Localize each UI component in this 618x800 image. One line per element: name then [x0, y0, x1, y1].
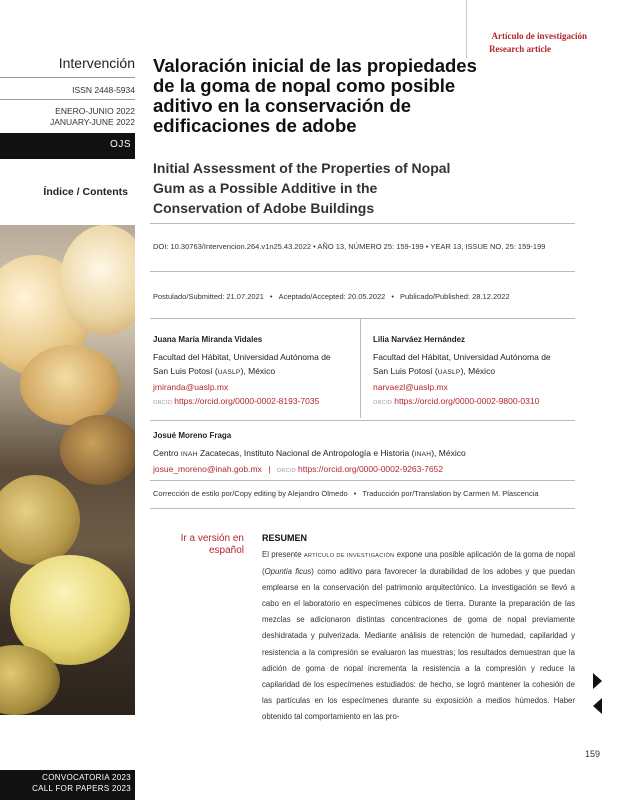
ojs-button[interactable]	[0, 133, 135, 159]
issn: ISSN 2448-5934	[72, 85, 135, 95]
divider	[0, 77, 135, 78]
journal-name: Intervención	[58, 55, 135, 71]
author-email-link[interactable]: jmiranda@uaslp.mx	[153, 382, 229, 392]
header-divider	[466, 0, 467, 58]
date-published: Publicado/Published: 28.12.2022	[399, 292, 510, 301]
separator: •	[391, 292, 394, 301]
orcid-icon: ORCID	[276, 468, 297, 474]
period-en: JANUARY-JUNE 2022	[49, 117, 135, 127]
date-accepted: Aceptado/Accepted: 20.05.2022	[278, 292, 386, 301]
divider	[150, 508, 575, 509]
divider	[150, 223, 575, 224]
call-for-papers-es: CONVOCATORIA 2023	[42, 773, 131, 782]
divider	[150, 271, 575, 272]
index-contents-link[interactable]: Índice / Contents	[43, 186, 128, 198]
article-title-en: Initial Assessment of the Properties of Nopal Gum as a Possible Additive in the Conservation of Adobe Buildings	[153, 160, 451, 216]
next-page-icon[interactable]	[593, 673, 602, 689]
pipe-separator: |	[268, 464, 271, 474]
author-name: Lilia Narváez Hernández	[373, 335, 466, 344]
author-block	[373, 333, 578, 410]
spanish-version-link[interactable]: Ir a versión en español	[180, 533, 244, 556]
author-block	[153, 429, 578, 478]
abstract-text: El presente ARTÍCULO DE INVESTIGACIÓN expone una posible aplicación de la goma de nopal (Opuntia ficus) como aditivo para favorecer la durabilidad de los adobes y que puedan emplearse en la conservación del patrimonio arquitectónico. La investigación se llevó a cabo en el laboratorio en especímenes cúbicos de tierra. Durante la preparación de las mezclas se adicionaron distintas concentraciones de goma de nopal previamente deshidratada y pulverizada. Mediante análisis de retención de humedad, capilaridad y resistencia a la compresión se evaluaron las muestras; los resultados demuestran que la adición de goma de nopal incrementa la resistencia a la compresión y reduce la capilaridad de los especímenes estudiados: de hecho, se logró mantener la cohesión de las partículas en los especímenes durante su exposición a medios húmedos. Haber obtenido tal comportamiento en las pro-	[262, 550, 575, 721]
article-type-en: Research article	[488, 44, 551, 54]
ojs-label: OJS	[110, 139, 131, 150]
author-affiliation: Facultad del Hábitat, Universidad Autónoma de	[373, 352, 551, 362]
abstract-heading: RESUMEN	[262, 533, 308, 543]
author-affiliation: San Luis Potosí (UASLP), México	[153, 366, 276, 376]
author-block	[153, 333, 358, 410]
doi-line[interactable]: DOI: 10.30763/Intervencion.264.v1n25.43.2022 • AÑO 13, NÚMERO 25: 159-199 • YEAR 13, ISSUE NO. 25: 159-199	[153, 242, 546, 251]
cover-photo	[0, 225, 135, 715]
credits-line	[153, 489, 539, 498]
author-affiliation: San Luis Potosí (UASLP), México	[373, 366, 496, 376]
call-for-papers-button[interactable]	[0, 770, 135, 800]
orcid-link[interactable]: https://orcid.org/0000-0002-8193-7035	[174, 396, 320, 406]
orcid-icon: ORCID	[153, 400, 173, 406]
divider	[150, 420, 575, 421]
author-orcid[interactable]	[373, 394, 578, 410]
translation-credit: Traducción por/Translation by Carmen M. Plascencia	[362, 489, 539, 498]
article-type-es: Artículo de investigación	[491, 31, 587, 41]
orcid-link[interactable]: https://orcid.org/0000-0002-9800-0310	[394, 396, 540, 406]
divider	[0, 99, 135, 100]
period-es: ENERO-JUNIO 2022	[55, 106, 135, 116]
dates-line	[153, 292, 510, 301]
separator: •	[269, 292, 273, 301]
author-orcid[interactable]	[153, 394, 358, 410]
author-name: Juana María Miranda Vidales	[153, 335, 263, 344]
date-submitted: Postulado/Submitted: 21.07.2021	[153, 292, 264, 301]
author-contact	[153, 462, 578, 478]
author-email-link[interactable]: josue_moreno@inah.gob.mx	[153, 464, 262, 474]
divider	[150, 318, 575, 319]
separator: •	[353, 489, 357, 498]
column-divider	[360, 318, 361, 418]
author-email-link[interactable]: narvaezl@uaslp.mx	[373, 382, 448, 392]
article-title-es: Valoración inicial de las propiedades de la goma de nopal como posible aditivo en la conservación de edificaciones de adobe	[153, 55, 477, 136]
page-number: 159	[584, 749, 600, 759]
divider	[150, 480, 575, 481]
orcid-link[interactable]: https://orcid.org/0000-0002-9263-7652	[298, 464, 444, 474]
copyediting-credit: Corrección de estilo por/Copy editing by Alejandro Olmedo	[153, 489, 348, 498]
author-affiliation: Facultad del Hábitat, Universidad Autónoma de	[153, 352, 331, 362]
author-affiliation: Centro INAH Zacatecas, Instituto Nacional de Antropología e Historia (INAH), México	[153, 448, 466, 458]
previous-page-icon[interactable]	[593, 698, 602, 714]
author-name: Josué Moreno Fraga	[153, 431, 232, 440]
orcid-icon: ORCID	[373, 400, 393, 406]
call-for-papers-en: CALL FOR PAPERS 2023	[32, 784, 131, 793]
